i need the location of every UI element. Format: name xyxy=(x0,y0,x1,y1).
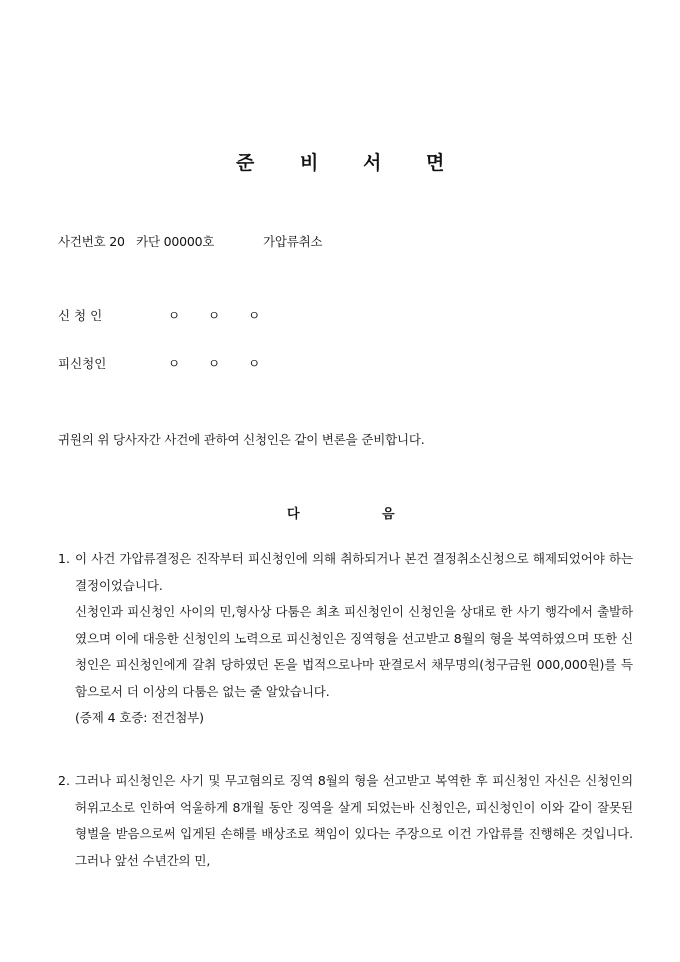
title-char: 비 xyxy=(300,152,319,174)
case-number: 사건번호 20 카단 00000호 xyxy=(58,234,215,249)
item-number: 2. xyxy=(58,773,70,788)
respondent-name: ㅇ ㅇ ㅇ xyxy=(168,356,261,371)
applicant-name: ㅇ ㅇ ㅇ xyxy=(168,308,261,323)
respondent-label: 피신청인 xyxy=(58,356,107,371)
title-char: 서 xyxy=(363,152,382,174)
title-char: 면 xyxy=(426,152,445,174)
applicant-label: 신 청 인 xyxy=(58,308,103,323)
case-name: 가압류취소 xyxy=(263,234,323,249)
item-2 xyxy=(58,768,633,874)
item-lead: 그러나 피신청인은 사기 및 무고혐의로 징역 8월의 형을 선고받고 복역한 후 피신청인 자신은 신청인의 허위고소로 인하여 억울하게 8개월 동안 징역을 살게 되었는바 신청인은, 피신청인이 이와 같이 잘못된 형벌을 받음으로써 입게된 손해를 배상조로 책임이 있다는 주장으로 이건 가압류를 진행해온 것입니다. 그러나 앞선 수년간의 민, xyxy=(75,773,633,868)
item-body: 신청인과 피신청인 사이의 민,형사상 다툼은 최초 피신청인이 신청인을 상대로 한 사기 행각에서 출발하였으며 이에 대응한 신청인의 노력으로 피신청인은 징역형을 선고받고 8월의 형을 복역하였으며 또한 신청인은 피신청인에게 갈취 당하였던 돈을 법적으로나마 판결로서 채무명의(청구금원 000,000원)를 득함으로서 더 이상의 다툼은 없는 줄 알았습니다. xyxy=(75,604,633,699)
document-title xyxy=(0,148,680,178)
heading-char: 다 xyxy=(287,507,300,522)
title-char: 준 xyxy=(236,152,255,174)
heading-char: 음 xyxy=(382,507,395,522)
item-1 xyxy=(58,546,633,732)
item-evidence: (증제 4 호증: 전건첨부) xyxy=(75,710,204,725)
item-number: 1. xyxy=(58,551,70,566)
item-lead: 이 사건 가압류결정은 진작부터 피신청인에 의해 취하되거나 본건 결정취소신청으로 해제되었어야 하는 결정이었습니다. xyxy=(75,551,633,593)
intro-sentence: 귀원의 위 당사자간 사건에 관하여 신청인은 같이 변론을 준비합니다. xyxy=(58,432,425,447)
